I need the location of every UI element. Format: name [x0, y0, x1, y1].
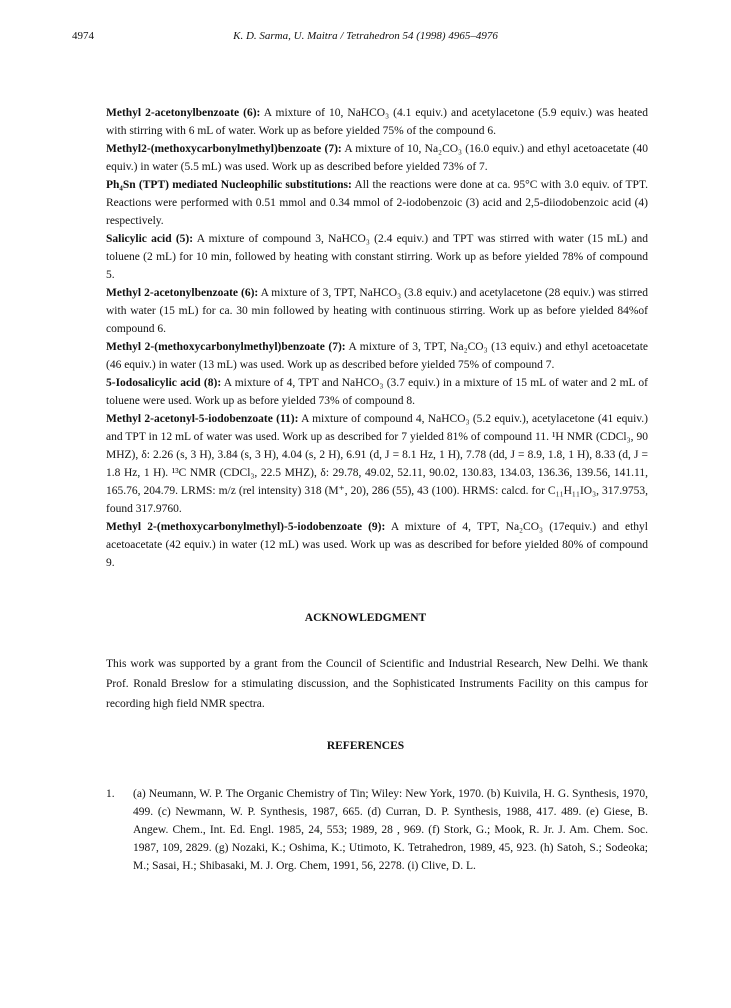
paragraph-text: A mixture of 3, TPT, NaHCO₃ (3.8 equiv.) and acetylacetone (28 equiv.) was stirred with water (15 mL) for ca. 30 min followed by heating with continuous stirring. Work up as before yielded 84%of compound 6. [106, 287, 648, 335]
paragraph-text: A mixture of 4, TPT and NaHCO₃ (3.7 equiv.) in a mixture of 15 mL of water and 2 mL of toluene were used. Work up as before yielded 73% of compound 8. [106, 377, 648, 407]
experimental-section [106, 104, 648, 572]
paragraph-title: 5-Iodosalicylic acid (8): [106, 377, 222, 389]
acknowledgment-text: This work was supported by a grant from the Council of Scientific and Industrial Research, New Delhi. We thank Prof. Ronald Breslow for a stimulating discussion, and the Sophisticated Instruments Facility on this campus for recording high field NMR spectra. [106, 658, 648, 710]
paragraph [106, 230, 648, 284]
paragraph-title: Methyl 2-acetonyl-5-iodobenzoate (11): [106, 413, 299, 425]
paragraph [106, 518, 648, 572]
page-number: 4974 [72, 30, 94, 42]
paragraph-text: A mixture of compound 3, NaHCO₃ (2.4 equiv.) and TPT was stirred with water (15 mL) and toluene (2 mL) for 10 min, followed by heating with constant stirring. Work up as before yielded 78% of compound 5. [106, 233, 648, 281]
paragraph-text: All the reactions were done at ca. 95°C with 3.0 equiv. of TPT. Reactions were performed with 0.51 mmol and 0.34 mmol of 2-iodobenzoic (3) acid and 2,5-diiodobenzoic acid (4) respectively. [106, 179, 648, 227]
paragraph-text: A mixture of compound 4, NaHCO₃ (5.2 equiv.), acetylacetone (41 equiv.) and TPT in 12 mL of water was used. Work up as described for 7 yielded 81% of compound 11. ¹H NMR (CDCl₃, 90 MHZ), δ: 2.26 (s, 3 H), 3.84 (s, 3 H), 4.04 (s, 2 H), 6.91 (d, J = 8.1 Hz, 1 H), 7.78 (dd, J = 8.9, 1.8, 1 H), 8.33 (d, J = 1.8 Hz, 1 H). ¹³C NMR (CDCl₃, 22.5 MHZ), δ: 29.78, 49.02, 52.11, 90.02, 130.83, 134.03, 136.36, 139.56, 141.11, 165.76, 204.79. LRMS: m/z (rel intensity) 318 (M⁺, 20), 286 (55), 43 (100). HRMS: calcd. for C₁₁H₁₁IO₃, 317.9753, found 317.9760. [106, 413, 648, 515]
paragraph-title: Methyl 2-acetonylbenzoate (6): [106, 107, 261, 119]
running-head: K. D. Sarma, U. Maitra / Tetrahedron 54 (1998) 4965–4976 [233, 30, 498, 42]
paragraph-text: A mixture of 10, NaHCO₃ (4.1 equiv.) and acetylacetone (5.9 equiv.) was heated with stirring with 6 mL of water. Work up as before yielded 75% of the compound 6. [106, 107, 648, 137]
paragraph [106, 104, 648, 140]
paragraph-title: Methyl2-(methoxycarbonylmethyl)benzoate (7): [106, 143, 342, 155]
paragraph [106, 374, 648, 410]
acknowledgment-heading: ACKNOWLEDGMENT [304, 612, 427, 624]
reference-text: (a) Neumann, W. P. The Organic Chemistry of Tin; Wiley: New York, 1970. (b) Kuivila, H. G. Synthesis, 1970, 499. (c) Newmann, W. P. Synthesis, 1987, 665. (d) Curran, D. P. Synthesis, 1988, 417. 489. (e) Giese, B. Angew. Chem., Int. Ed. Engl. 1985, 24, 553; 1989, 28 , 969. (f) Stork, G.; Mook, R. Jr. J. Am. Chem. Soc. 1987, 109, 2829. (g) Nozaki, K.; Oshima, K.; Utimoto, K. Tetrahedron, 1989, 45, 923. (h) Satoh, S.; Sodeoka; M.; Sasai, H.; Shibasaki, M. J. Org. Chem, 1991, 56, 2278. (i) Clive, D. L. [133, 788, 648, 872]
paragraph-title: Salicylic acid (5): [106, 233, 194, 245]
reference-list [106, 785, 648, 875]
paragraph-title: Methyl 2-(methoxycarbonylmethyl)benzoate (7): [106, 341, 346, 353]
paragraph-text: A mixture of 4, TPT, Na₂CO₃ (17equiv.) and ethyl acetoacetate (42 equiv.) in water (12 mL) was used. Work up was as described for before yielded 80% of compound 9. [106, 521, 648, 569]
paragraph [106, 176, 648, 230]
paragraph-title: Methyl 2-acetonylbenzoate (6): [106, 287, 259, 299]
paragraph-title: Ph₄Sn (TPT) mediated Nucleophilic substitutions: [106, 179, 352, 191]
paragraph-text: A mixture of 10, Na₂CO₃ (16.0 equiv.) and ethyl acetoacetate (40 equiv.) in water (5.5 mL) was used. Work up as described before yielded 73% of 7. [106, 143, 648, 173]
reference-number: 1. [106, 788, 115, 800]
paragraph [106, 410, 648, 518]
paragraph [106, 284, 648, 338]
paragraph [106, 338, 648, 374]
references-heading: REFERENCES [326, 740, 405, 752]
paragraph-title: Methyl 2-(methoxycarbonylmethyl)-5-iodobenzoate (9): [106, 521, 386, 533]
paragraph [106, 140, 648, 176]
reference-item [106, 785, 648, 875]
paragraph-text: A mixture of 3, TPT, Na₂CO₃ (13 equiv.) and ethyl acetoacetate (46 equiv.) in water (13 mL) was used. Work up as described before yielded 75% of compound 7. [106, 341, 648, 371]
